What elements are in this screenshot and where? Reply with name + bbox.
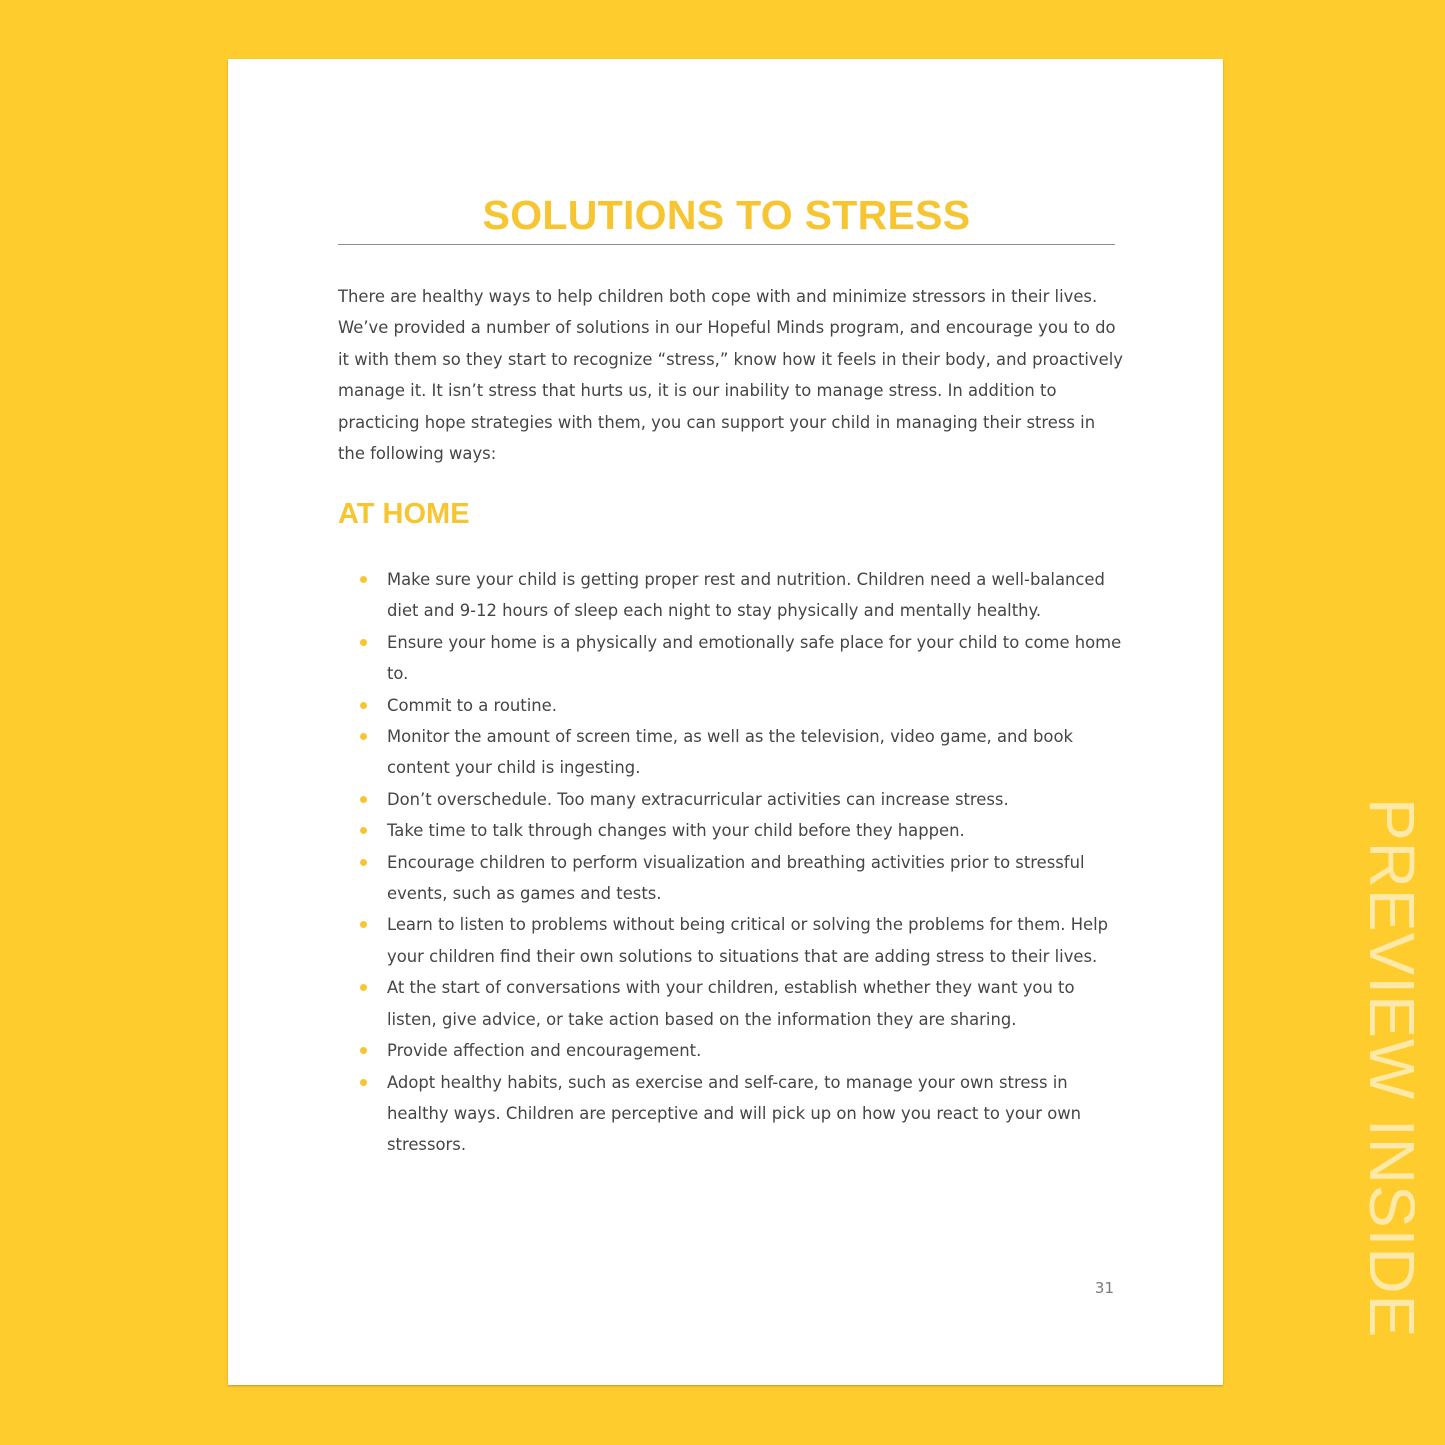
- list-item-text: Monitor the amount of screen time, as well as the television, video game, and book content your child is ingesting.: [387, 727, 1073, 778]
- list-item: [338, 909, 1128, 972]
- list-item: [338, 1067, 1128, 1161]
- list-item: [338, 721, 1128, 784]
- list-item: [338, 690, 1128, 721]
- list-item-text: Learn to listen to problems without being critical or solving the problems for them. Help your children find their own solutions to situations that are adding stress to their lives.: [387, 915, 1109, 966]
- list-item-text: Encourage children to perform visualization and breathing activities prior to stressful events, such as games and tests.: [387, 852, 1085, 904]
- bullet-dot-icon: [360, 733, 367, 740]
- bullet-dot-icon: [360, 796, 367, 803]
- bullet-dot-icon: [360, 859, 367, 866]
- bullet-dot-icon: [360, 1079, 367, 1086]
- list-item: [338, 784, 1128, 815]
- bullet-dot-icon: [360, 827, 367, 834]
- title-divider: [338, 244, 1115, 245]
- list-item: [338, 847, 1128, 910]
- page-number: 31: [1094, 1279, 1114, 1297]
- bullet-list: [338, 564, 1128, 1161]
- preview-watermark: PREVIEW INSIDE: [1356, 798, 1428, 1339]
- bullet-dot-icon: [360, 639, 367, 646]
- list-item: [338, 815, 1128, 846]
- bullet-dot-icon: [360, 984, 367, 991]
- bullet-dot-icon: [360, 921, 367, 928]
- list-item: [338, 1035, 1128, 1066]
- list-item-text: Adopt healthy habits, such as exercise and self-care, to manage your own stress in healthy ways. Children are perceptive and will pick up on how you react to your own stressors.: [387, 1072, 1082, 1155]
- page-title: SOLUTIONS TO STRESS: [482, 192, 971, 238]
- document-page: [228, 59, 1223, 1385]
- intro-paragraph: There are healthy ways to help children both cope with and minimize stressors in their lives. We’ve provided a number of solutions in our Hopeful Minds program, and encourage you to do it with them so they start to recognize “stress,” know how it feels in their body, and proactively manage it. It isn’t stress that hurts us, it is our inability to manage stress. In addition to practicing hope strategies with them, you can support your child in managing their stress in the following ways:: [338, 287, 1123, 464]
- list-item-text: Take time to talk through changes with your child before they happen.: [387, 821, 965, 841]
- list-item: [338, 972, 1128, 1035]
- list-item: [338, 564, 1128, 627]
- bullet-dot-icon: [360, 702, 367, 709]
- section-heading: AT HOME: [338, 498, 470, 530]
- bullet-dot-icon: [360, 576, 367, 583]
- list-item-text: Don’t overschedule. Too many extracurricular activities can increase stress.: [387, 789, 1009, 809]
- list-item-text: Make sure your child is getting proper rest and nutrition. Children need a well-balanced diet and 9-12 hours of sleep each night to stay physically and mentally healthy.: [387, 570, 1105, 621]
- list-item-text: At the start of conversations with your children, establish whether they want you to listen, give advice, or take action based on the information they are sharing.: [387, 978, 1075, 1029]
- list-item: [338, 627, 1128, 690]
- list-item-text: Commit to a routine.: [387, 695, 557, 715]
- bullet-dot-icon: [360, 1047, 367, 1054]
- list-item-text: Provide affection and encouragement.: [387, 1041, 702, 1061]
- list-item-text: Ensure your home is a physically and emotionally safe place for your child to come home to.: [387, 632, 1122, 684]
